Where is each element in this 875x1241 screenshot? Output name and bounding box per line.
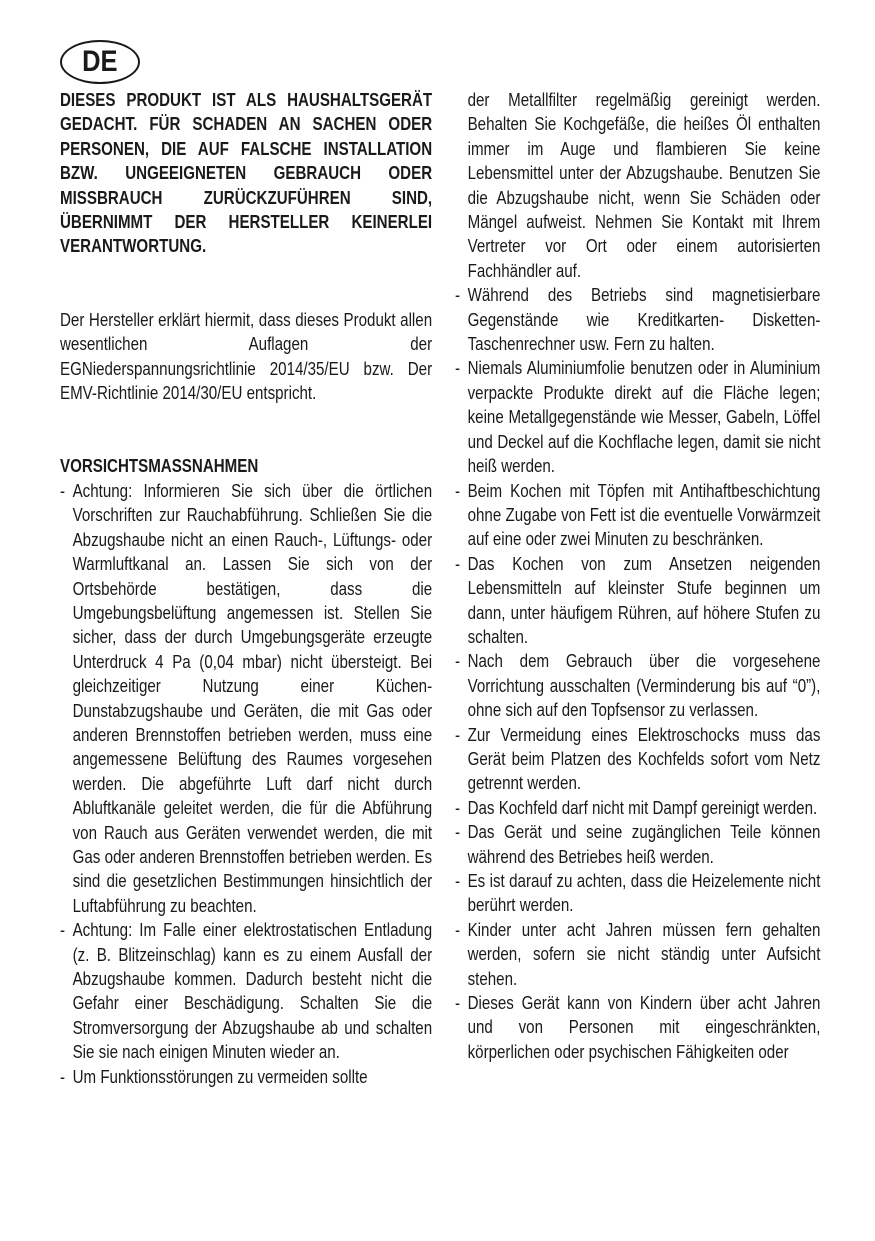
- list-item: - Nach dem Gebrauch über die vorgesehene Vorrichtung ausschalten (Verminderung bis auf “0”), ohne sich auf den Topfsensor zu verlassen.: [455, 649, 820, 722]
- right-column: [455, 88, 820, 1064]
- list-item: - Zur Vermeidung eines Elektroschocks muss das Gerät beim Platzen des Kochfelds sofort vom Netz getrennt werden.: [455, 723, 820, 796]
- list-item: - Um Funktionsstörungen zu vermeiden sollte: [60, 1065, 432, 1089]
- list-item: - Achtung: Informieren Sie sich über die örtlichen Vorschriften zur Rauchabführung. Schließen Sie die Abzugshaube nicht an einen Rauch-, Lüftungs- oder Warmluftkanal an. Lassen Sie sich von der Ortsbehörde bestätigen, dass die Umgebungsbelüftung angemessen ist. Stellen Sie sicher, dass der durch Umgebungsgeräte erzeugte Unterdruck 4 Pa (0,04 mbar) nicht übersteigt. Bei gleichzeitiger Nutzung einer Küchen-Dunstabzugshaube und Geräten, die mit Gas oder anderen Brennstoffen betrieben werden, muss eine angemessene Belüftung des Raumes vorgesehen werden. Die abgeführte Luft darf nicht durch Abluftkanäle geleitet werden, die für die Abführung von Rauch aus Geräten verwendet werden, die mit Gas oder anderen Brennstoffen betrieben werden. Es sind die gesetzlichen Bestimmungen hinsichtlich der Luftabführung zu beachten.: [60, 479, 432, 918]
- left-column: [60, 88, 432, 1089]
- precautions-list-continued: [455, 283, 820, 1064]
- list-item: - Dieses Gerät kann von Kindern über acht Jahren und von Personen mit eingeschränkten, körperlichen oder psychischen Fähigkeiten oder: [455, 991, 820, 1064]
- list-item: - Das Kochen von zum Ansetzen neigenden Lebensmitteln auf kleinster Stufe beginnen um dann, unter häufigem Rühren, auf höhere Stufen zu schalten.: [455, 552, 820, 650]
- list-item: - Es ist darauf zu achten, dass die Heizelemente nicht berührt werden.: [455, 869, 820, 918]
- list-item-continuation: der Metallfilter regelmäßig gereinigt werden. Behalten Sie Kochgefäße, die heißes Öl enthalten immer im Auge und flambieren Sie keine Lebensmittel unter der Abzugshaube. Benutzen Sie die Abzugshaube nicht, wenn Sie Schäden oder Mängel aufweist. Nehmen Sie Kontakt mit Ihrem Vertreter vor Ort oder einem autorisierten Fachhändler auf.: [467, 90, 821, 281]
- list-item: - Während des Betriebs sind magnetisierbare Gegenstände wie Kreditkarten- Disketten- Taschenrechner usw. Fern zu halten.: [455, 283, 820, 356]
- list-item: - Niemals Aluminiumfolie benutzen oder in Aluminium verpackte Produkte direkt auf die Fläche legen; keine Metallgegenstände wie Messer, Gabeln, Löffel und Deckel auf die Kochflache legen, damit sie nicht heiß werden.: [455, 356, 820, 478]
- list-item: - Beim Kochen mit Töpfen mit Antihaftbeschichtung ohne Zugabe von Fett ist die eventuelle Vorwärmzeit auf eine oder zwei Minuten zu beschränken.: [455, 479, 820, 552]
- declaration: Der Hersteller erklärt hiermit, dass dieses Produkt allen wesentlichen Auflagen der EGNiederspannungsrichtlinie 2014/35/EU bzw. Der EMV-Richtlinie 2014/30/EU entspricht.: [60, 309, 433, 404]
- language-badge: DE: [60, 40, 140, 84]
- spacer: [60, 259, 432, 308]
- section-title: VORSICHTSMASSNAHMEN: [60, 456, 259, 477]
- list-item: - Achtung: Im Falle einer elektrostatischen Entladung (z. B. Blitzeinschlag) kann es zu einem Ausfall der Abzugshaube kommen. Dadurch besteht nicht die Gefahr einer Beschädigung. Schalten Sie die Stromversorgung der Abzugshaube ab und schalten Sie sie nach einigen Minuten wieder an.: [60, 918, 432, 1064]
- disclaimer: DIESES PRODUKT IST ALS HAUSHALTSGERÄT GEDACHT. FÜR SCHADEN AN SACHEN ODER PERSONEN, DIE AUF FALSCHE INSTALLATION BZW. UNGEEIGNETEN GEBRAUCH ODER MISSBRAUCH ZURÜCKZUFÜHREN SIND, ÜBERNIMMT DER HERSTELLER KEINERLEI VERANTWORTUNG.: [60, 90, 433, 257]
- list-item: - Das Gerät und seine zugänglichen Teile können während des Betriebes heiß werden.: [455, 820, 820, 869]
- list-item: - Kinder unter acht Jahren müssen fern gehalten werden, sofern sie nicht ständig unter Aufsicht stehen.: [455, 918, 820, 991]
- list-item: - Das Kochfeld darf nicht mit Dampf gereinigt werden.: [455, 796, 820, 820]
- spacer: [60, 405, 432, 454]
- precautions-list: [60, 479, 432, 1089]
